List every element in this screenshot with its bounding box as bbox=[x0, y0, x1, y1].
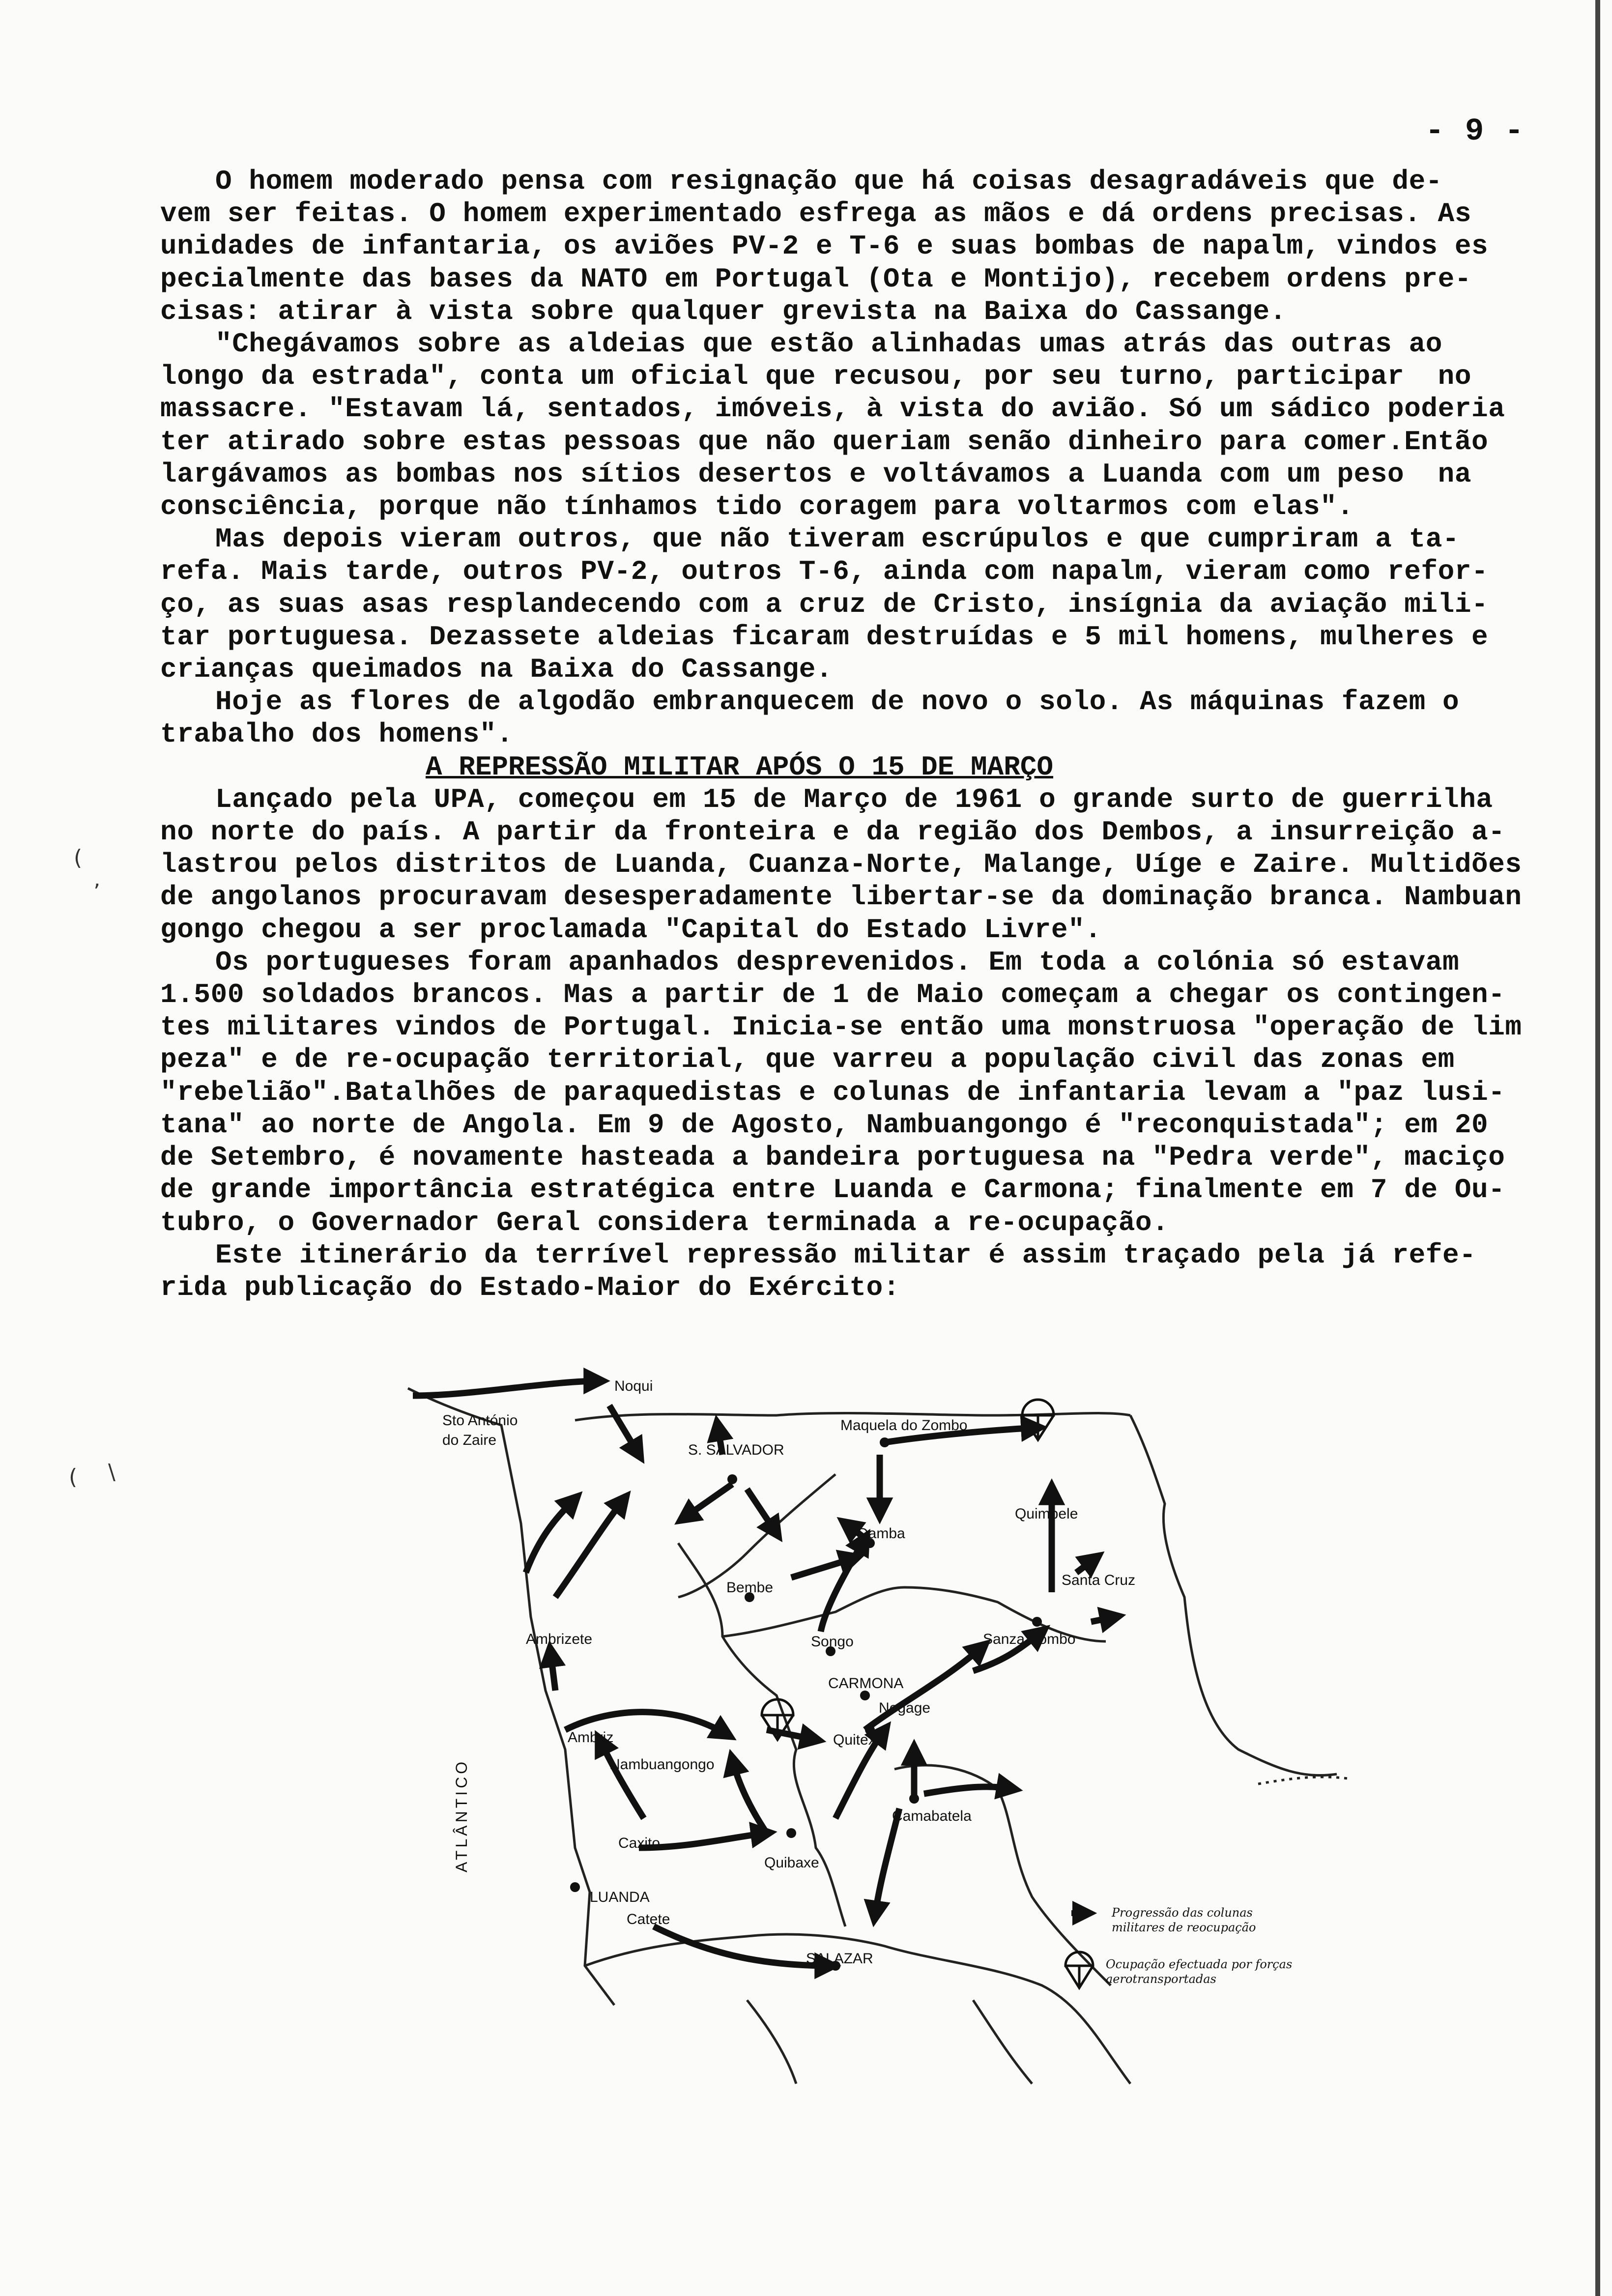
town-marker bbox=[880, 1437, 890, 1447]
margin-mark: ’ bbox=[93, 880, 100, 905]
eastern-border bbox=[1130, 1415, 1337, 1776]
arrow-santa-cruz bbox=[1076, 1558, 1096, 1573]
paragraph-line: refa. Mais tarde, outros PV-2, outros T-6, ainda com napalm, vieram como refor- bbox=[160, 556, 1489, 588]
arrow-sanza-pombo bbox=[1091, 1617, 1116, 1622]
town-marker bbox=[727, 1474, 737, 1484]
place-sanza-pombo: Sanza Pombo bbox=[983, 1631, 1076, 1647]
legend-columns-line2: militares de reocupação bbox=[1112, 1921, 1256, 1934]
arrow-ambrizete-nw bbox=[526, 1499, 575, 1573]
margin-mark: ( bbox=[69, 1464, 78, 1490]
arrow-ambrizete-north bbox=[555, 1499, 624, 1597]
place-luanda: LUANDA bbox=[590, 1889, 650, 1905]
town-marker bbox=[786, 1828, 796, 1838]
paragraph-line: unidades de infantaria, os aviões PV-2 e T-6 e suas bombas de napalm, vindos es bbox=[160, 230, 1489, 262]
town-marker bbox=[570, 1882, 580, 1892]
legend-airborne-line1: Ocupação efectuada por forças bbox=[1106, 1957, 1293, 1971]
place-camabatela: Camabatela bbox=[892, 1808, 972, 1824]
place-quitexe: Quitexe bbox=[833, 1732, 884, 1748]
arrow-songo bbox=[821, 1538, 865, 1632]
paragraph-line: pecialmente das bases da NATO em Portugal (Ota e Montijo), recebem ordens pre- bbox=[160, 263, 1472, 295]
place-sto-antonio: Sto António bbox=[442, 1412, 518, 1429]
place-salazar: SALAZAR bbox=[806, 1951, 873, 1967]
town-marker bbox=[1032, 1617, 1042, 1627]
coastline bbox=[408, 1388, 614, 2005]
place-caxito: Caxito bbox=[618, 1835, 661, 1851]
arrow-salazar bbox=[654, 1926, 831, 1966]
legend-airborne-line2: aerotransportadas bbox=[1106, 1972, 1216, 1986]
parachute-icon bbox=[1022, 1400, 1054, 1440]
place-catete: Catete bbox=[627, 1911, 670, 1927]
paragraph-line: peza" e de re-ocupação territorial, que varreu a população civil das zonas em bbox=[160, 1044, 1455, 1076]
paragraph-line: largávamos as bombas nos sítios desertos e voltávamos a Luanda com um peso na bbox=[160, 458, 1472, 490]
paragraph-line: trabalho dos homens". bbox=[160, 718, 514, 750]
place-do-zaire: do Zaire bbox=[442, 1432, 497, 1448]
paragraph-line: rida publicação do Estado-Maior do Exército: bbox=[160, 1271, 900, 1303]
margin-mark: ( bbox=[74, 845, 83, 870]
paragraph-line: cisas: atirar à vista sobre qualquer grevista na Baixa do Cassange. bbox=[160, 295, 1287, 327]
arrow-noqui-south bbox=[609, 1406, 639, 1455]
district-border-1 bbox=[678, 1543, 845, 1926]
paragraph-line: ço, as suas asas resplandecendo com a cruz de Cristo, insígnia da aviação mili- bbox=[160, 588, 1489, 620]
section-heading: A REPRESSÃO MILITAR APÓS O 15 DE MARÇO bbox=[426, 751, 1054, 783]
paragraph-line: Mas depois vieram outros, que não tiveram escrúpulos e que cumpriram a ta- bbox=[215, 523, 1460, 555]
arrow-caxito-north bbox=[600, 1740, 644, 1818]
place-songo: Songo bbox=[811, 1634, 854, 1650]
paragraph-line: tar portuguesa. Dezassete aldeias ficaram destruídas e 5 mil homens, mulheres e bbox=[160, 621, 1489, 653]
map-legend bbox=[1071, 1906, 1292, 1986]
arrow-salvador-south bbox=[747, 1489, 777, 1533]
place-carmona: CARMONA bbox=[828, 1675, 904, 1692]
paragraph-line: vem ser feitas. O homem experimentado esfrega as mãos e dá ordens precisas. As bbox=[160, 198, 1472, 230]
paragraph-line: Lançado pela UPA, começou em 15 de Março de 1961 o grande surto de guerrilha bbox=[215, 783, 1493, 815]
eastern-dotted-border bbox=[1258, 1777, 1352, 1784]
ocean-label: ATLÂNTICO bbox=[453, 1758, 470, 1872]
place-nambuangongo: Nambuangongo bbox=[609, 1756, 715, 1773]
place-noqui: Noqui bbox=[614, 1378, 653, 1394]
paragraph-line: tes militares vindos de Portugal. Inicia-se então uma monstruosa "operação de lim bbox=[160, 1011, 1522, 1043]
paragraph-line: "Chegávamos sobre as aldeias que estão alinhadas umas atrás das outras ao bbox=[215, 328, 1442, 360]
arrow-ambriz-north bbox=[550, 1651, 555, 1691]
arrow-quibaxe-north bbox=[732, 1759, 767, 1833]
district-border-6 bbox=[747, 2000, 796, 2084]
margin-mark: \ bbox=[108, 1460, 115, 1485]
paragraph-line: massacre. "Estavam lá, sentados, imóveis, à vista do avião. Só um sádico poderia bbox=[160, 393, 1505, 425]
district-border-7 bbox=[973, 2000, 1032, 2084]
paragraph-line: longo da estrada", conta um oficial que recusou, por seu turno, participar no bbox=[160, 361, 1472, 393]
page-number: - 9 - bbox=[1425, 114, 1525, 149]
legend-columns-line1: Progressão das colunas bbox=[1112, 1906, 1253, 1920]
paragraph-line: tana" ao norte de Angola. Em 9 de Agosto, Nambuangongo é "reconquistada"; em 20 bbox=[160, 1109, 1489, 1141]
place-quibaxe: Quibaxe bbox=[764, 1855, 819, 1871]
place-ambriz: Ambriz bbox=[568, 1729, 614, 1746]
paragraph-line: O homem moderado pensa com resignação que há coisas desagradáveis que de- bbox=[215, 166, 1442, 197]
paragraph-line: ter atirado sobre estas pessoas que não queriam senão dinheiro para comer.Então bbox=[160, 426, 1489, 458]
paragraph-line: crianças queimados na Baixa do Cassange. bbox=[160, 654, 833, 686]
place-s-salvador: S. SALVADOR bbox=[688, 1442, 784, 1458]
paragraph-line: Este itinerário da terrível repressão militar é assim traçado pela já refe- bbox=[215, 1239, 1476, 1271]
town-marker bbox=[909, 1794, 919, 1804]
paragraph-line: lastrou pelos distritos de Luanda, Cuanza-Norte, Malange, Uíge e Zaire. Multidões bbox=[160, 849, 1522, 881]
place-quimbele: Quimbele bbox=[1015, 1506, 1078, 1522]
paragraph-line: Hoje as flores de algodão embranquecem de novo o solo. As máquinas fazem o bbox=[215, 686, 1460, 718]
paragraph-line: Os portugueses foram apanhados desprevenidos. Em toda a colónia só estavam bbox=[215, 946, 1460, 978]
arrow-salvador-west bbox=[683, 1484, 732, 1519]
place-ambrizete: Ambrizete bbox=[526, 1631, 593, 1647]
arrow-noqui bbox=[413, 1381, 600, 1396]
place-bembe: Bembe bbox=[726, 1579, 774, 1596]
paragraph-line: gongo chegou a ser proclamada "Capital do Estado Livre". bbox=[160, 914, 1102, 946]
parachute-icon bbox=[1065, 1952, 1093, 1988]
paragraph-line: de angolanos procuravam desesperadamente libertar-se da dominação branca. Nambuan bbox=[160, 881, 1522, 913]
place-damba: Damba bbox=[858, 1525, 905, 1542]
place-maquela: Maquela do Zombo bbox=[840, 1417, 968, 1434]
paragraph-line: no norte do país. A partir da fronteira e da região dos Dembos, a insurreição a- bbox=[160, 816, 1505, 848]
arrow-camabatela-south bbox=[875, 1808, 899, 1917]
paragraph-line: consciência, porque não tínhamos tido coragem para voltarmos com elas". bbox=[160, 491, 1354, 523]
paragraph-line: de grande importância estratégica entre Luanda e Carmona; finalmente em 7 de Ou- bbox=[160, 1174, 1505, 1206]
paragraph-line: tubro, o Governador Geral considera terminada a re-ocupação. bbox=[160, 1206, 1169, 1238]
paragraph-line: 1.500 soldados brancos. Mas a partir de 1 de Maio começam a chegar os contingen- bbox=[160, 979, 1505, 1011]
paragraph-line: "rebelião".Batalhões de paraquedistas e colunas de infantaria levam a "paz lusi- bbox=[160, 1076, 1505, 1108]
paragraph-line: de Setembro, é novamente hasteada a bandeira portuguesa na "Pedra verde", maciço bbox=[160, 1142, 1505, 1174]
place-negage: Negage bbox=[879, 1700, 931, 1716]
place-santa-cruz: Santa Cruz bbox=[1062, 1572, 1136, 1588]
town-marker bbox=[860, 1691, 870, 1700]
